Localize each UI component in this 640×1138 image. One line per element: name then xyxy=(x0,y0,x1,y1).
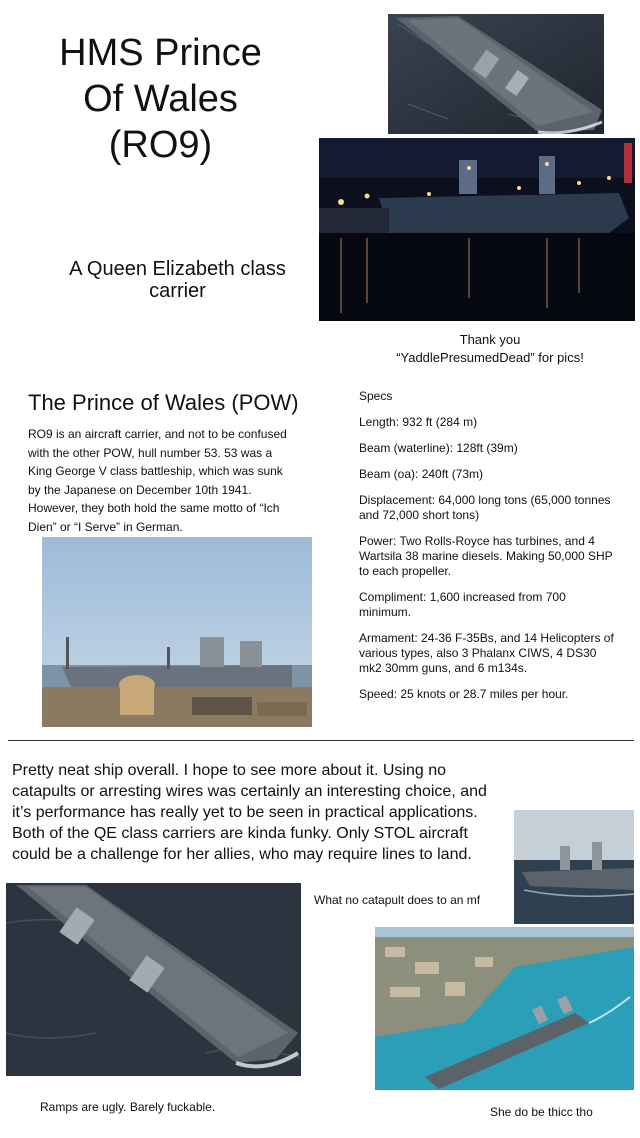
title-line-3: (RO9) xyxy=(108,124,213,166)
section-heading: The Prince of Wales (POW) xyxy=(28,390,299,415)
photo-credit-line-1: Thank you xyxy=(459,332,521,347)
caption-ramps: Ramps are ugly. Barely fuckable. xyxy=(40,1100,216,1114)
history-paragraph xyxy=(28,425,328,536)
title-line-2: Of Wales xyxy=(83,78,238,120)
photo-credit-line-2: “YaddlePresumedDead” for pics! xyxy=(396,350,584,365)
spec-beam-oa-text: Beam (oa): 240ft (73m) xyxy=(359,467,484,481)
subtitle-line-2: carrier xyxy=(149,280,206,302)
history-line-6: Dien” or “I Serve” in German. xyxy=(28,519,183,534)
carrier-aerial-photo xyxy=(388,14,604,134)
spec-beam-waterline xyxy=(359,441,640,456)
closing-line-5: could be a challenge for her allies, who may require lines to land. xyxy=(12,846,472,863)
carrier-side-photo xyxy=(514,810,634,924)
spec-compliment-line-1: Compliment: 1,600 increased from 700 xyxy=(359,590,566,604)
spec-displacement xyxy=(359,493,640,523)
photo-credit xyxy=(345,331,635,367)
spec-compliment xyxy=(359,590,640,620)
spec-armament-line-3: mk2 30mm guns, and 6 m134s. xyxy=(359,661,528,675)
history-line-5: However, they both hold the same motto of “Ich xyxy=(28,501,280,515)
spec-beam-waterline-text: Beam (waterline): 128ft (39m) xyxy=(359,441,518,455)
spec-compliment-line-2: minimum. xyxy=(359,605,412,619)
subtitle xyxy=(40,258,315,302)
history-line-3: King George V class battleship, which was sunk xyxy=(28,464,283,478)
spec-armament-line-2: various types, also 3 Phalanx CIWS, 4 DS30 xyxy=(359,646,597,660)
subtitle-line-1: A Queen Elizabeth class xyxy=(69,258,286,280)
spec-displacement-line-2: and 72,000 short tons) xyxy=(359,508,480,522)
closing-line-3: it’s performance has really yet to be seen in practical applications. xyxy=(12,804,478,821)
spec-power-line-3: to each propeller. xyxy=(359,564,452,578)
spec-power xyxy=(359,534,640,579)
spec-armament xyxy=(359,631,640,676)
history-line-4: by the Japanese on December 10th 1941. xyxy=(28,482,252,497)
spec-displacement-line-1: Displacement: 64,000 long tons (65,000 tonnes xyxy=(359,493,611,507)
spec-length-text: Length: 932 ft (284 m) xyxy=(359,415,478,429)
spec-armament-line-1: Armament: 24-36 F-35Bs, and 14 Helicopters of xyxy=(359,631,614,645)
closing-line-4: Both of the QE class carriers are kinda funky. Only STOL aircraft xyxy=(12,825,468,842)
carrier-deck-photo xyxy=(6,883,301,1076)
specs-header: Specs xyxy=(359,389,393,403)
history-line-1: RO9 is an aircraft carrier, and not to be confused xyxy=(28,427,287,441)
section-divider xyxy=(8,740,634,741)
spec-speed-text: Speed: 25 knots or 28.7 miles per hour. xyxy=(359,687,569,701)
caption-no-catapult: What no catapult does to an mf xyxy=(314,893,481,907)
spec-length xyxy=(359,415,640,430)
spec-power-line-2: Wartsila 38 marine diesels. Making 50,000 SHP xyxy=(359,549,613,563)
carrier-bay-photo xyxy=(375,927,634,1090)
title-line-1: HMS Prince xyxy=(59,32,262,74)
closing-line-1: Pretty neat ship overall. I hope to see more about it. Using no xyxy=(12,762,447,779)
carrier-harbour-photo xyxy=(42,537,312,727)
page-title xyxy=(18,30,303,168)
specs-panel xyxy=(359,389,640,713)
spec-beam-oa xyxy=(359,467,640,482)
history-line-2: with the other POW, hull number 53. 53 was a xyxy=(28,445,273,460)
spec-speed xyxy=(359,687,640,702)
carrier-night-photo xyxy=(319,138,635,321)
caption-thicc: She do be thicc tho xyxy=(490,1105,593,1119)
spec-power-line-1: Power: Two Rolls-Royce has turbines, and 4 xyxy=(359,534,595,548)
closing-line-2: catapults or arresting wires was certainly an interesting choice, and xyxy=(12,783,487,800)
closing-paragraph xyxy=(12,760,532,865)
